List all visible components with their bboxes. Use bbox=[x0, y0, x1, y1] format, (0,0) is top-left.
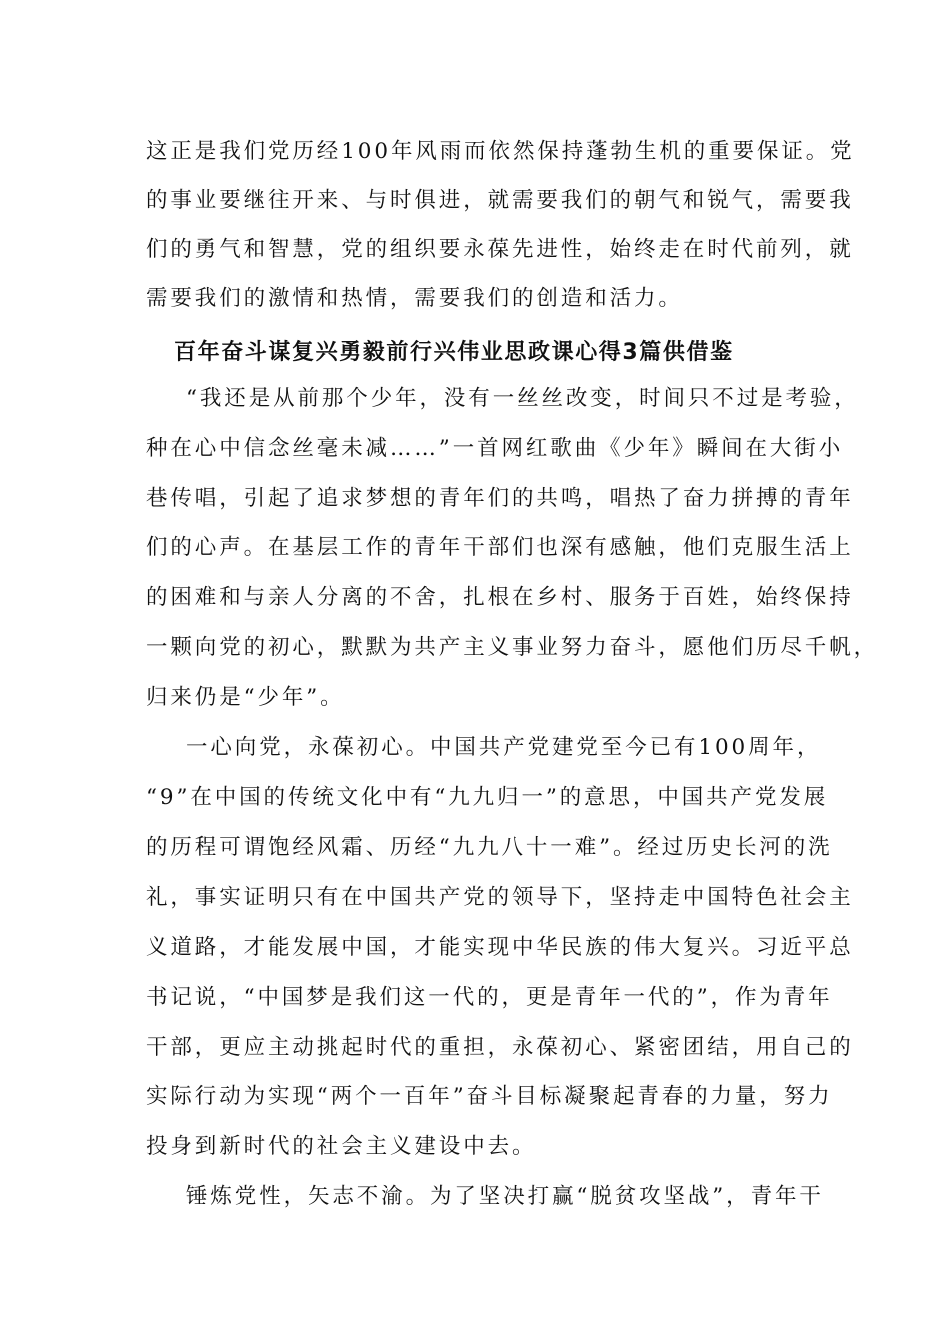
paragraph1-line: 巷传唱，引起了追求梦想的青年们的共鸣，唱热了奋力拼搏的青年 bbox=[146, 486, 854, 511]
paragraph2-line: 投身到新时代的社会主义建设中去。 bbox=[146, 1134, 537, 1159]
paragraph1-line: 一颗向党的初心，默默为共产主义事业努力奋斗，愿他们历尽千帆， bbox=[146, 635, 879, 660]
paragraph2-line: “9”在中国的传统文化中有“九九归一”的意思，中国共产党发展 bbox=[146, 785, 829, 810]
paragraph1-line: 们的心声。在基层工作的青年干部们也深有感触，他们克服生活上 bbox=[146, 535, 854, 560]
paragraph2-line: 实际行动为实现“两个一百年”奋斗目标凝聚起青春的力量，努力 bbox=[146, 1084, 833, 1109]
paragraph1-line: 的困难和与亲人分离的不舍，扎根在乡村、服务于百姓，始终保持 bbox=[146, 585, 854, 610]
intro-line: 的事业要继往开来、与时俱进，就需要我们的朝气和锐气，需要我 bbox=[146, 188, 854, 213]
paragraph2-line: 一心向党，永葆初心。中国共产党建党至今已有100周年， bbox=[186, 735, 822, 760]
paragraph3-line: 锤炼党性，矢志不渝。为了坚决打赢“脱贫攻坚战”，青年干 bbox=[186, 1184, 824, 1209]
paragraph1-line: 种在心中信念丝毫未减……”一首网红歌曲《少年》瞬间在大街小 bbox=[146, 436, 844, 461]
intro-line: 们的勇气和智慧，党的组织要永葆先进性，始终走在时代前列，就 bbox=[146, 237, 854, 262]
intro-line: 需要我们的激情和热情，需要我们的创造和活力。 bbox=[146, 286, 683, 311]
paragraph1-line: “我还是从前那个少年，没有一丝丝改变，时间只不过是考验， bbox=[186, 386, 859, 411]
paragraph2-line: 的历程可谓饱经风霜、历经“九九八十一难”。经过历史长河的洗 bbox=[146, 835, 833, 860]
paragraph2-line: 礼，事实证明只有在中国共产党的领导下，坚持走中国特色社会主 bbox=[146, 885, 854, 910]
paragraph1-line: 归来仍是“少年”。 bbox=[146, 685, 345, 710]
document-title: 百年奋斗谋复兴勇毅前行兴伟业思政课心得3篇供借鉴 bbox=[174, 340, 734, 365]
paragraph2-line: 义道路，才能发展中国，才能实现中华民族的伟大复兴。习近平总 bbox=[146, 935, 854, 960]
paragraph2-line: 书记说，“中国梦是我们这一代的，更是青年一代的”，作为青年 bbox=[146, 985, 833, 1010]
intro-line: 这正是我们党历经100年风雨而依然保持蓬勃生机的重要保证。党 bbox=[146, 139, 855, 164]
paragraph2-line: 干部，更应主动挑起时代的重担，永葆初心、紧密团结，用自己的 bbox=[146, 1035, 854, 1060]
